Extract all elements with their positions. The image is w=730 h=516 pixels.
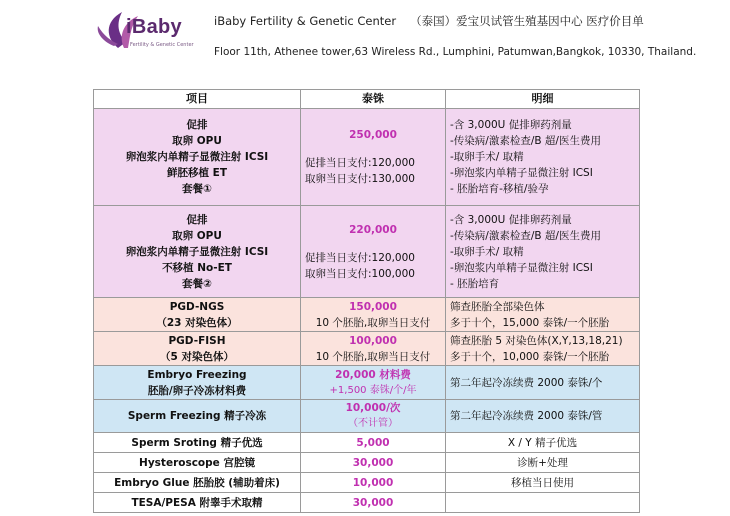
item-cell bbox=[94, 332, 301, 366]
price-cell bbox=[301, 400, 446, 433]
item-line: 卵泡浆内单精子显微注射 ICSI bbox=[125, 151, 269, 163]
price-value: 10,000 bbox=[352, 476, 394, 489]
table-row bbox=[94, 473, 640, 493]
price-value: 10,000/次 bbox=[345, 402, 401, 414]
item-cell bbox=[94, 453, 301, 473]
detail-line: 第二年起冷冻续费 2000 泰铢/个 bbox=[450, 376, 603, 389]
page-header bbox=[0, 0, 730, 86]
detail-line: -含 3,000U 促排卵药剂量 bbox=[450, 119, 572, 131]
detail-line: 多于十个，10,000 泰铢/一个胚胎 bbox=[450, 350, 610, 363]
table-row bbox=[94, 332, 640, 366]
detail-line: -传染病/激素检查/B 超/医生费用 bbox=[450, 135, 601, 147]
price-note: +1,500 泰铢/个/年 bbox=[329, 384, 417, 396]
price-cell bbox=[301, 453, 446, 473]
document-title bbox=[214, 13, 644, 29]
price-cell bbox=[301, 109, 446, 206]
item-cell bbox=[94, 206, 301, 298]
details-cell bbox=[446, 298, 640, 332]
table-row bbox=[94, 400, 640, 433]
title-chinese: （泰国）爱宝贝试管生殖基因中心 医疗价目单 bbox=[410, 14, 644, 28]
item-line: TESA/PESA 附睾手术取精 bbox=[131, 496, 263, 509]
price-cell bbox=[301, 298, 446, 332]
table-header-row bbox=[94, 90, 640, 109]
detail-line: 多于十个，15,000 泰铢/一个胚胎 bbox=[450, 316, 610, 329]
table-row bbox=[94, 109, 640, 206]
price-note: 促排当日支付:120,000 bbox=[305, 157, 415, 169]
brand-name: iBaby bbox=[126, 16, 182, 38]
clinic-address: Floor 11th, Athenee tower,63 Wireless Rd., Lumphini, Patumwan,Bangkok, 10330, Thailand. bbox=[214, 46, 697, 58]
table-row bbox=[94, 453, 640, 473]
header-details: 明细 bbox=[446, 90, 640, 109]
price-value: 20,000 材料费 bbox=[335, 368, 411, 381]
detail-line: - 胚胎培育 bbox=[450, 277, 500, 290]
details-cell bbox=[446, 206, 640, 298]
price-note: （不计管） bbox=[348, 418, 398, 429]
title-english: iBaby Fertility & Genetic Center bbox=[214, 14, 397, 28]
item-line: （23 对染色体） bbox=[156, 316, 238, 329]
item-cell bbox=[94, 400, 301, 433]
item-line: Sperm Sroting 精子优选 bbox=[131, 436, 263, 449]
price-note: 10 个胚胎,取卵当日支付 bbox=[315, 350, 431, 363]
price-note: 取卵当日支付:130,000 bbox=[305, 173, 415, 185]
table-row bbox=[94, 493, 640, 513]
item-cell bbox=[94, 298, 301, 332]
price-note: 取卵当日支付:100,000 bbox=[305, 267, 415, 280]
item-cell bbox=[94, 366, 301, 400]
detail-line: -传染病/激素检查/B 超/医生费用 bbox=[450, 229, 601, 242]
detail-line: 第二年起冷冻续费 2000 泰铢/管 bbox=[450, 410, 603, 422]
table-row bbox=[94, 366, 640, 400]
price-cell bbox=[301, 433, 446, 453]
item-line: Embryo Glue 胚胎胶 (辅助着床) bbox=[114, 476, 280, 489]
details-cell bbox=[446, 433, 640, 453]
item-line: 促排 bbox=[186, 119, 208, 131]
price-cell bbox=[301, 332, 446, 366]
price-value: 100,000 bbox=[349, 334, 397, 347]
table-row bbox=[94, 433, 640, 453]
details-cell bbox=[446, 366, 640, 400]
item-line: Embryo Freezing bbox=[147, 368, 247, 381]
item-cell bbox=[94, 473, 301, 493]
item-cell bbox=[94, 433, 301, 453]
details-cell bbox=[446, 453, 640, 473]
header-price: 泰铢 bbox=[301, 90, 446, 109]
details-cell bbox=[446, 332, 640, 366]
table-row bbox=[94, 206, 640, 298]
detail-line: -卵泡浆内单精子显微注射 ICSI bbox=[450, 261, 593, 274]
item-line: PGD-FISH bbox=[168, 334, 226, 347]
detail-line: 诊断+处理 bbox=[517, 456, 568, 469]
detail-line: X / Y 精子优选 bbox=[507, 436, 578, 449]
price-value: 30,000 bbox=[352, 456, 394, 469]
price-table bbox=[93, 89, 640, 513]
detail-line: -卵泡浆内单精子显微注射 ICSI bbox=[450, 167, 593, 179]
price-value: 220,000 bbox=[349, 223, 397, 236]
price-value: 5,000 bbox=[356, 436, 390, 449]
price-value: 250,000 bbox=[349, 129, 397, 141]
brand-subtitle: Fertility & Genetic Center bbox=[130, 42, 194, 48]
detail-line: 移植当日使用 bbox=[511, 476, 574, 489]
item-line: 促排 bbox=[186, 213, 208, 226]
detail-line: -取卵手术/ 取精 bbox=[450, 151, 524, 163]
item-cell bbox=[94, 493, 301, 513]
price-value: 150,000 bbox=[349, 300, 397, 313]
detail-line: -含 3,000U 促排卵药剂量 bbox=[450, 213, 572, 226]
detail-line: 筛查胚胎 5 对染色体(X,Y,13,18,21) bbox=[450, 334, 623, 347]
price-cell bbox=[301, 493, 446, 513]
item-line: Sperm Freezing 精子冷冻 bbox=[127, 410, 267, 422]
header-item: 项目 bbox=[94, 90, 301, 109]
price-note: 促排当日支付:120,000 bbox=[305, 251, 415, 264]
item-line: 套餐① bbox=[182, 183, 212, 195]
price-value: 30,000 bbox=[352, 496, 394, 509]
item-line: 取卵 OPU bbox=[172, 135, 222, 147]
item-line: 取卵 OPU bbox=[172, 229, 222, 242]
item-cell bbox=[94, 109, 301, 206]
price-cell bbox=[301, 206, 446, 298]
item-line: （5 对染色体） bbox=[160, 350, 234, 363]
details-cell bbox=[446, 109, 640, 206]
item-line: PGD-NGS bbox=[169, 300, 225, 313]
detail-line: 筛查胚胎全部染色体 bbox=[450, 300, 545, 313]
detail-line: - 胚胎培育-移植/验孕 bbox=[450, 183, 549, 195]
detail-line: -取卵手术/ 取精 bbox=[450, 245, 524, 258]
item-line: 套餐② bbox=[182, 277, 212, 290]
item-line: 不移植 No-ET bbox=[162, 261, 232, 274]
item-line: 卵泡浆内单精子显微注射 ICSI bbox=[125, 245, 269, 258]
price-cell bbox=[301, 366, 446, 400]
price-note: 10 个胚胎,取卵当日支付 bbox=[315, 316, 431, 329]
item-line: 鲜胚移植 ET bbox=[167, 167, 227, 179]
details-cell bbox=[446, 493, 640, 513]
price-cell bbox=[301, 473, 446, 493]
details-cell bbox=[446, 400, 640, 433]
item-line: Hysteroscope 宫腔镜 bbox=[139, 456, 255, 469]
details-cell bbox=[446, 473, 640, 493]
table-row bbox=[94, 298, 640, 332]
item-line: 胚胎/卵子冷冻材料费 bbox=[147, 384, 247, 397]
